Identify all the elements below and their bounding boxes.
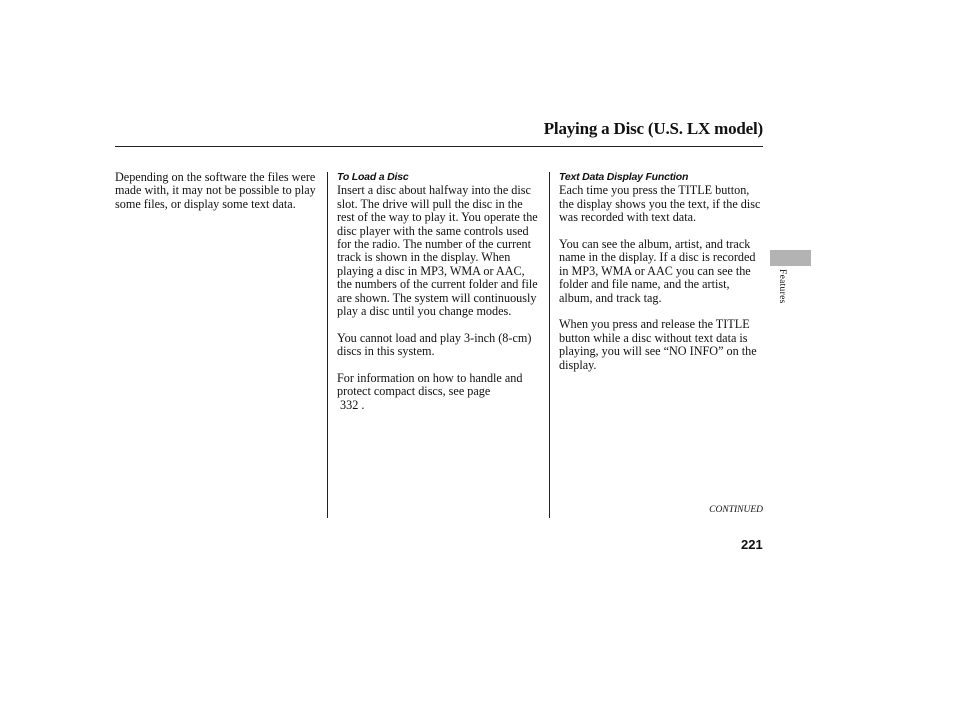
page-title: Playing a Disc (U.S. LX model) xyxy=(543,119,763,138)
right-column xyxy=(559,171,764,385)
section-tab[interactable] xyxy=(770,250,811,266)
left-paragraph: Depending on the software the files were made with, it may not be possible to play some files, or display some text data. xyxy=(115,170,316,211)
load-disc-heading: To Load a Disc xyxy=(337,171,409,183)
title-button-paragraph: Each time you press the TITLE button, the display shows you the text, if the disc was recorded with text data. xyxy=(559,183,761,225)
load-disc-paragraph: Insert a disc about halfway into the disc slot. The drive will pull the disc in the rest of the way to play it. You operate the disc player with the same controls used for the radio. The number of the current track is shown in the display. When playing a disc in MP3, WMA or AAC, the numbers of the current folder and file are shown. The system will continuously play a disc until you change modes. xyxy=(337,183,538,319)
reference-paragraph xyxy=(337,372,542,412)
column-divider-1 xyxy=(327,172,328,518)
page-reference-link[interactable]: 332 xyxy=(340,397,359,412)
title-divider xyxy=(115,146,763,147)
reference-suffix: . xyxy=(361,397,365,412)
middle-column xyxy=(337,171,542,426)
continued-label: CONTINUED xyxy=(709,505,763,515)
no-info-paragraph: When you press and release the TITLE button while a disc without text data is playing, you will see “NO INFO” on the display. xyxy=(559,317,757,372)
left-column xyxy=(115,171,320,225)
small-disc-paragraph: You cannot load and play 3-inch (8-cm) discs in this system. xyxy=(337,330,532,359)
column-divider-2 xyxy=(549,172,550,518)
section-tab-label xyxy=(776,269,790,315)
page-number: 221 xyxy=(741,537,763,552)
reference-text: For information on how to handle and protect compact discs, see page xyxy=(337,371,523,399)
album-artist-paragraph: You can see the album, artist, and track name in the display. If a disc is recorded in MP3, WMA or AAC you can see the folder and file name, and the artist, album, and track tag. xyxy=(559,237,756,305)
features-label: Features xyxy=(777,269,787,304)
text-display-heading: Text Data Display Function xyxy=(559,171,689,183)
